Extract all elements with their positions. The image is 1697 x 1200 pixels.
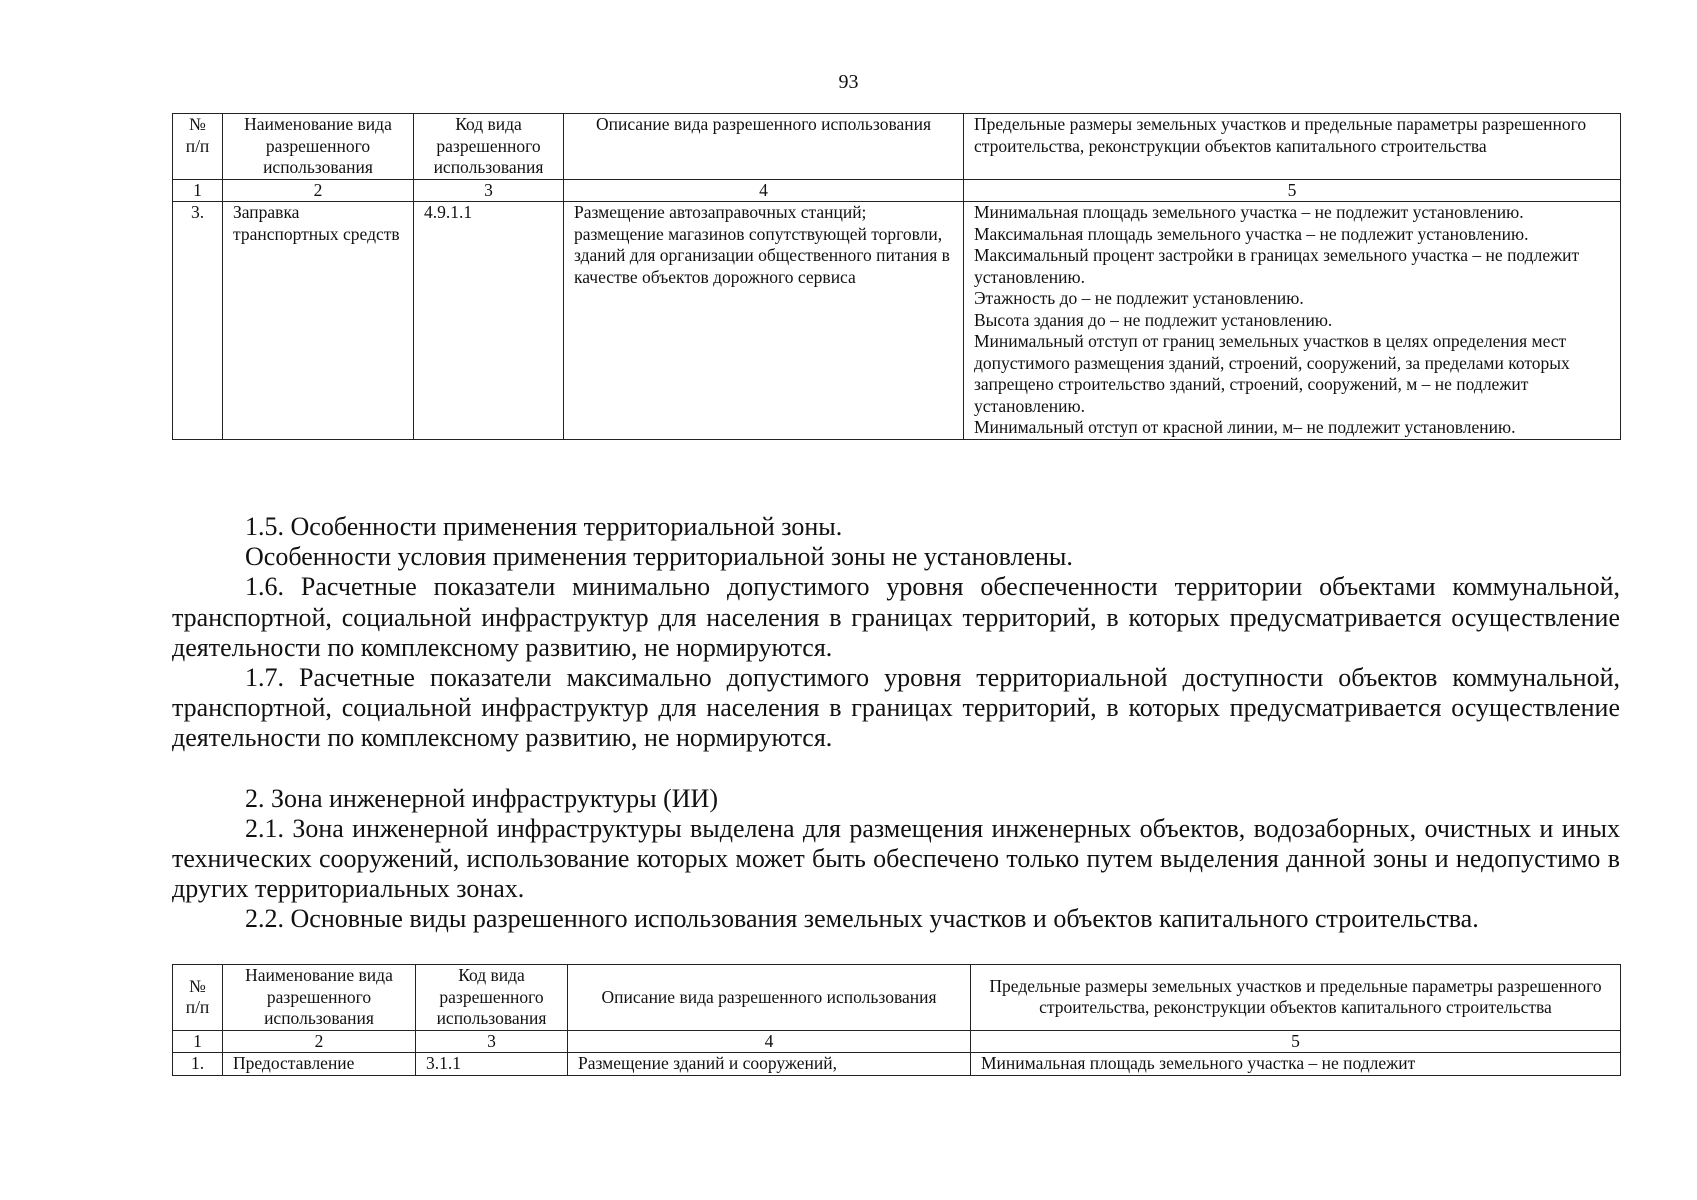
header-limits: Предельные размеры земельных участков и предельные параметры разрешенного строительства, реконструкции объектов капитального строительства bbox=[964, 114, 1621, 180]
column-number-row bbox=[173, 1030, 1621, 1053]
row-use-description: Размещение автозаправочных станций; размещение магазинов сопутствующей торговли, зданий для организации общественного питания в качестве объектов дорожного сервиса bbox=[564, 202, 964, 440]
header-use-name: Наименование вида разрешенного использования bbox=[223, 114, 414, 180]
paragraph-1-7: 1.7. Расчетные показатели максимально допустимого уровня территориальной доступности объектов коммунальной, транспортной, социальной инфраструктур для населения в границах территорий, в которых предусматривается осуществление деятельности по комплексному развитию, не нормируются. bbox=[172, 663, 1620, 753]
column-number: 5 bbox=[964, 179, 1621, 202]
limit-item: Максимальная площадь земельного участка – не подлежит установлению. bbox=[974, 223, 1529, 244]
row-use-description: Размещение зданий и сооружений, bbox=[568, 1053, 971, 1076]
limit-item: Минимальный отступ от красной линии, м– не подлежит установлению. bbox=[974, 417, 1516, 437]
header-use-description: Описание вида разрешенного использования bbox=[564, 114, 964, 180]
table-row bbox=[173, 1053, 1621, 1076]
column-number: 3 bbox=[414, 179, 564, 202]
column-number-row bbox=[173, 179, 1621, 202]
row-limits bbox=[964, 202, 1621, 440]
row-use-code: 4.9.1.1 bbox=[414, 202, 564, 440]
table-header-row bbox=[173, 965, 1621, 1031]
limit-item: Минимальная площадь земельного участка – не подлежит установлению. bbox=[974, 202, 1524, 222]
paragraph-2-1: 2.1. Зона инженерной инфраструктуры выделена для размещения инженерных объектов, водозаборных, очистных и иных технических сооружений, использование которых может быть обеспечено только путем выделения данной зоны и недопустимо в других территориальных зонах. bbox=[172, 813, 1620, 904]
row-number: 1. bbox=[173, 1053, 223, 1076]
paragraph-1-6: 1.6. Расчетные показатели минимально допустимого уровня обеспеченности территории объектами коммунальной, транспортной, социальной инфраструктур для населения в границах территорий, в которых предусматривается осуществление деятельности по комплексному развитию, не нормируются. bbox=[172, 572, 1620, 662]
column-number: 5 bbox=[971, 1030, 1621, 1053]
header-use-code: Код вида разрешенного использования bbox=[414, 114, 564, 180]
column-number: 4 bbox=[568, 1030, 971, 1053]
header-number: № п/п bbox=[173, 965, 223, 1031]
body-text bbox=[172, 512, 1620, 935]
row-use-name: Заправка транспортных средств bbox=[223, 202, 414, 440]
limit-item: Высота здания до – не подлежит установлению. bbox=[974, 309, 1333, 330]
column-number: 3 bbox=[416, 1030, 568, 1053]
row-number: 3. bbox=[173, 202, 223, 440]
paragraph-2-2: 2.2. Основные виды разрешенного использования земельных участков и объектов капитального строительства. bbox=[245, 904, 1479, 934]
column-number: 4 bbox=[564, 179, 964, 202]
table-row bbox=[173, 202, 1621, 440]
permitted-use-table-2 bbox=[172, 964, 1621, 1076]
table-header-row bbox=[173, 114, 1621, 180]
header-limits: Предельные размеры земельных участков и предельные параметры разрешенного строительства, реконструкции объектов капитального строительства bbox=[971, 965, 1621, 1031]
paragraph-features: Особенности условия применения территориальной зоны не установлены. bbox=[245, 542, 1073, 572]
row-use-code: 3.1.1 bbox=[416, 1053, 568, 1076]
header-use-description: Описание вида разрешенного использования bbox=[568, 965, 971, 1031]
header-use-code: Код вида разрешенного использования bbox=[416, 965, 568, 1031]
permitted-use-table-1 bbox=[172, 113, 1621, 440]
limit-item: Минимальный отступ от границ земельных участков в целях определения мест допустимого размещения зданий, строений, сооружений, за пределами которых запрещено строительство зданий, строений, сооружений, м – не подлежит установлению. bbox=[974, 331, 1570, 416]
column-number: 2 bbox=[223, 179, 414, 202]
paragraph-1-5: 1.5. Особенности применения территориальной зоны. bbox=[245, 512, 843, 541]
row-limits: Минимальная площадь земельного участка – не подлежит bbox=[971, 1053, 1621, 1076]
column-number: 1 bbox=[173, 1030, 223, 1053]
column-number: 1 bbox=[173, 179, 223, 202]
limit-item: Максимальный процент застройки в границах земельного участка – не подлежит установлению. bbox=[974, 245, 1580, 287]
limit-item: Этажность до – не подлежит установлению. bbox=[974, 288, 1304, 308]
section-2-heading: 2. Зона инженерной инфраструктуры (ИИ) bbox=[245, 783, 718, 813]
row-use-name: Предоставление bbox=[223, 1053, 416, 1076]
page-number: 93 bbox=[838, 71, 859, 93]
header-use-name: Наименование вида разрешенного использования bbox=[223, 965, 416, 1031]
column-number: 2 bbox=[223, 1030, 416, 1053]
header-number: № п/п bbox=[173, 114, 223, 180]
paragraph-gap bbox=[172, 754, 1620, 784]
